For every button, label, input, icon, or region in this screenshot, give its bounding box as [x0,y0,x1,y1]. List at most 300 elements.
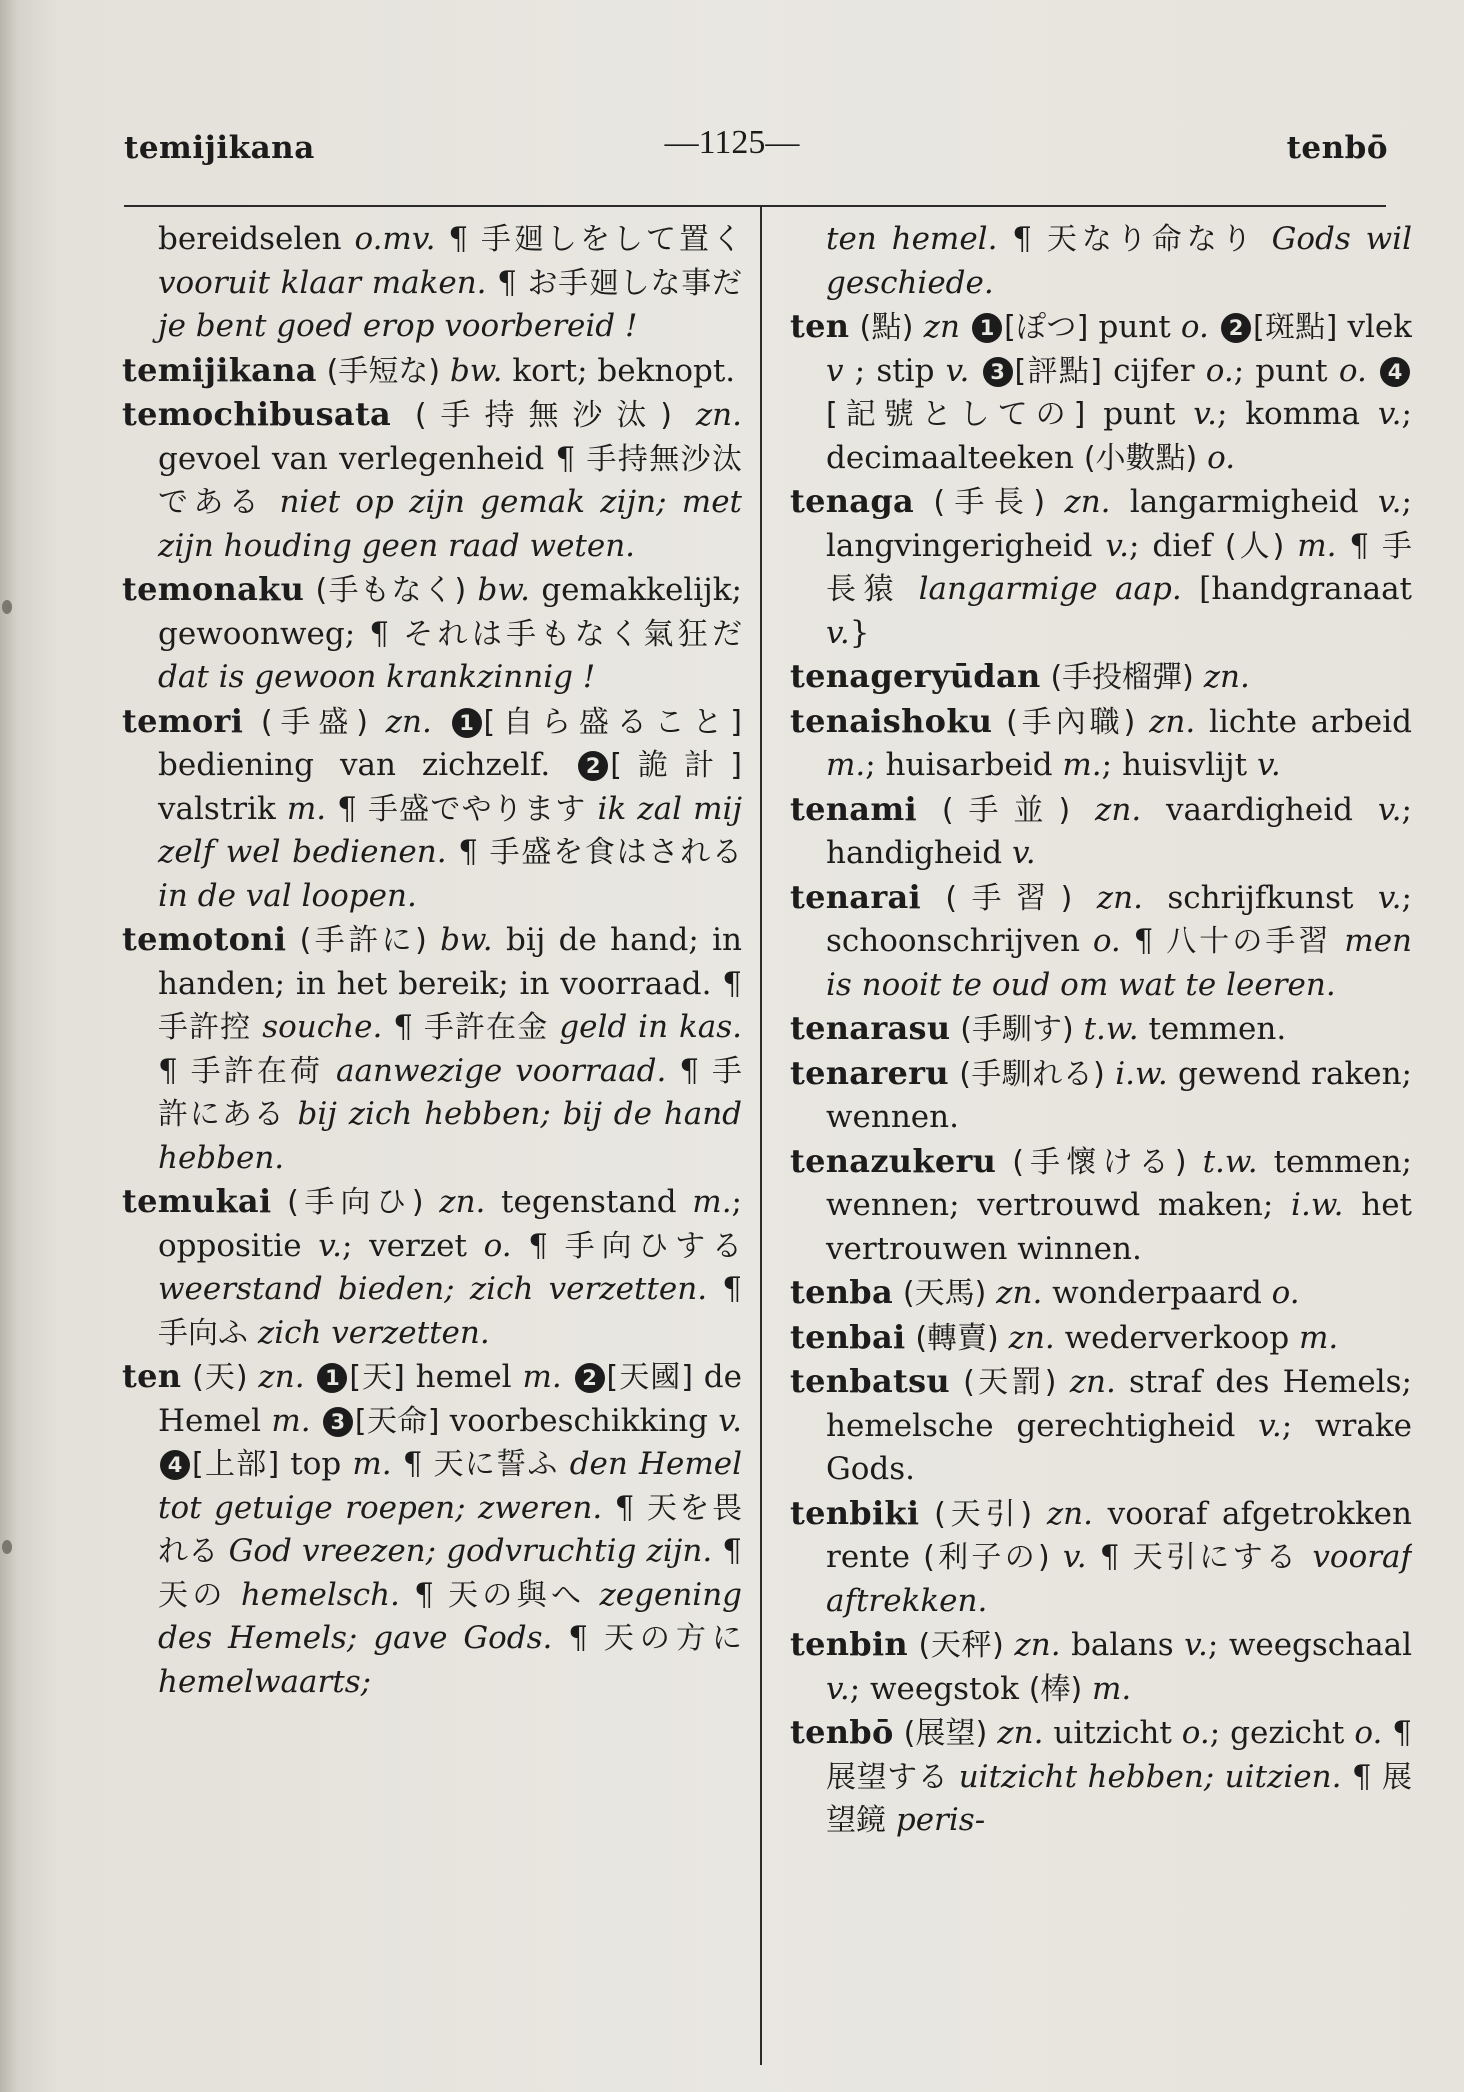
definition-text: ; verzet [341,1227,484,1264]
italic-gloss: aanwezige voorraad. [336,1052,667,1089]
definition-text [960,309,970,345]
italic-gloss: v. [1377,396,1402,432]
definition-text: het vertrouwen winnen. [826,1187,1412,1267]
italic-gloss: v. [1377,484,1402,520]
japanese-text: 展望鏡 [826,1759,1412,1838]
definition-text [1331,923,1344,959]
left-column [122,218,742,2078]
definition-text: ; handigheid [826,791,1412,871]
japanese-text: (棒) [1028,1671,1083,1707]
headword: ten [790,307,850,345]
definition-text: ¶ [552,1620,604,1656]
sense-number: 4 [1380,357,1410,387]
italic-gloss: v. [1377,879,1402,916]
page-binding [0,0,18,2092]
definition-text: straf des Hemels; hemelsche gerechtigheid [826,1364,1412,1444]
dictionary-entry [790,305,1412,480]
right-column [790,218,1412,2078]
italic-gloss: o. [1180,309,1209,345]
definition-text [1299,1539,1312,1575]
definition-text: ¶ [399,1576,448,1613]
japanese-text: (手投榴彈) [1050,660,1194,695]
definition-text: ¶ [446,834,490,870]
italic-gloss: i.w. [1115,1055,1168,1092]
japanese-text: (手短な) [326,353,441,389]
italic-gloss: je bent goed erop voorbereid ! [158,308,638,344]
italic-gloss: v. [718,1402,742,1439]
japanese-text: 手盛を食はされる [489,835,742,870]
definition-text: ¶ [1336,527,1382,564]
definition-text: wonderpaard [1042,1275,1272,1311]
headword: tenarai [790,877,921,916]
running-header-right: tenbō [1286,130,1388,166]
definition-text: temmen; wennen; vertrouwd maken; [826,1143,1412,1223]
japanese-text: [斑點] [1253,310,1338,345]
definition-text: ¶ [1120,923,1167,959]
definition-text: ¶ [158,1052,191,1089]
italic-gloss: o. [1338,352,1367,389]
column-divider [760,205,762,2065]
japanese-text: (點) [859,310,914,345]
italic-gloss: God vreezen; godvruchtig zijn. [228,1533,713,1569]
definition-text [248,1359,259,1395]
dictionary-entry [790,655,1412,700]
dictionary-entry [790,1711,1412,1843]
italic-gloss: weerstand bieden; zich verzetten. [158,1271,708,1307]
headword: temochibusata [122,395,392,433]
definition-text [548,1009,559,1045]
dictionary-entry [122,918,742,1180]
italic-gloss: hemelwaarts; [158,1663,372,1700]
definition-text: ; huisvlijt [1101,747,1257,783]
definition-text [1070,792,1095,828]
definition-text [950,1364,963,1400]
definition-text [986,1275,996,1311]
definition-text: ¶ [435,221,481,257]
headword: tenageryūdan [790,657,1041,695]
dictionary-entry [790,480,1412,655]
definition-text: ¶ [1382,1715,1412,1751]
sense-number: 3 [323,1407,353,1437]
dictionary-entry [790,1007,1412,1052]
definition-text [248,1315,258,1351]
definition-text: ¶ [391,1446,434,1482]
definition-text [271,1184,287,1220]
italic-gloss: v. [945,352,970,389]
italic-gloss: m. [271,1402,311,1439]
italic-gloss: zn. [1096,879,1143,916]
definition-text: ; dief [1129,527,1225,564]
dictionary-entry [122,393,742,568]
headword: tenbō [790,1713,894,1751]
italic-gloss: langarmige aap. [918,571,1182,607]
headword: tenbatsu [790,1362,950,1400]
japanese-text: (天引) [934,1496,1033,1532]
italic-gloss: v. [1011,835,1036,871]
italic-gloss: v. [1193,396,1217,432]
definition-text: ¶ [666,1052,713,1089]
italic-gloss: o.mv. [354,221,436,257]
japanese-text: (手向ひ) [287,1185,424,1220]
definition-text [305,1359,316,1395]
definition-text [987,1715,997,1751]
japanese-text: (手馴す) [960,1012,1074,1047]
sense-number: 1 [452,708,482,738]
sense-number: 2 [578,751,608,781]
japanese-text: (手持無沙汰) [414,398,673,433]
japanese-text: 展望する [826,1759,949,1795]
dictionary-entry [790,1316,1412,1361]
japanese-text: 手廻しをして置く [480,222,742,257]
definition-text: ¶ [997,221,1047,257]
definition-text [432,704,450,740]
definition-text: [handgranaat [1181,571,1412,607]
italic-gloss: v. [1062,1539,1087,1575]
sense-number: 1 [972,313,1002,343]
definition-text: ¶ [486,264,528,301]
definition-text [562,1359,573,1395]
japanese-text: (天) [192,1360,248,1395]
japanese-text: 手許在金 [423,1010,549,1045]
headword: tenaishoku [790,701,993,740]
japanese-text: [自ら盛ること] [483,704,742,740]
italic-gloss: m. [1299,1319,1339,1356]
definition-text: vlek [1337,309,1412,345]
definition-text [1045,484,1064,520]
japanese-text: (展望) [903,1716,988,1751]
definition-text: ; weegstok [849,1670,1029,1707]
headword: tenarasu [790,1009,951,1047]
definition-text [1284,528,1297,564]
japanese-text: (小數點) [1083,440,1198,476]
italic-gloss: den Hemel tot getuige roepen; zweren. [158,1446,742,1526]
italic-gloss: zn. [996,1275,1043,1311]
headword: tenareru [790,1053,949,1092]
italic-gloss: bij zich hebben; bij de hand hebben. [158,1096,742,1176]
dictionary-entry [122,700,742,919]
japanese-text: 天引にする [1132,1540,1300,1575]
japanese-text: [評點] [1014,353,1102,389]
japanese-text: (手長) [933,485,1046,520]
italic-gloss: zn [923,309,960,345]
italic-gloss: v. [1256,747,1281,783]
headword: tenami [790,789,917,828]
definition-text [849,309,859,345]
italic-gloss: bw. [477,572,531,608]
headword: ten [122,1357,182,1395]
definition-text: } [849,614,870,651]
definition-text [368,704,386,740]
definition-text: gemakkelijk; gewoonweg; ¶ [158,572,742,652]
headword: temukai [122,1182,272,1220]
headword: tenazukeru [790,1141,997,1180]
definition-text [585,1577,599,1613]
italic-gloss: zn. [385,703,432,740]
headword: tenbai [790,1317,906,1356]
italic-gloss: in de val loopen. [158,877,417,914]
definition-text [251,1009,262,1045]
definition-text: temmen. [1138,1011,1287,1047]
italic-gloss: zn. [1014,1627,1061,1663]
definition-text [1209,309,1219,345]
sense-number: 1 [317,1363,347,1393]
headword: temotoni [122,920,287,958]
dictionary-entry [790,788,1412,876]
japanese-text: (手許に) [299,923,427,958]
definition-text: top [279,1446,353,1482]
definition-text: bereidselen [158,221,355,257]
definition-text [917,792,942,828]
header-rule [124,205,1386,207]
headword: tenaga [790,482,915,520]
definition-text: ; decimaalteeken [826,396,1412,476]
japanese-text: 手許控 [158,1010,252,1045]
japanese-text: [天命] [354,1403,440,1439]
italic-gloss: v. [1377,791,1402,828]
japanese-text: (手もなく) [315,573,467,608]
definition-text [427,922,440,958]
japanese-text: [ぽつ] [1004,310,1089,345]
definition-text: ; langvingerigheid [826,484,1412,564]
italic-gloss: peris- [895,1802,986,1838]
italic-gloss: o. [1205,352,1234,389]
definition-text: schrijfkunst [1142,879,1378,916]
italic-gloss: souche. [262,1009,383,1045]
japanese-text: (手懷ける) [1012,1144,1187,1180]
japanese-text: 手長猿 [826,528,1412,607]
definition-text [908,1627,919,1663]
italic-gloss: v. [826,1670,850,1707]
italic-gloss: zn. [258,1359,305,1395]
dictionary-entry [790,700,1412,788]
definition-text [1057,1364,1070,1400]
definition-text [913,309,923,345]
definition-text: kort; beknopt. [502,352,736,389]
sense-number: 3 [983,357,1013,387]
japanese-text: お手廻しな事だ [527,265,742,301]
headword: tenbin [790,1625,909,1663]
definition-text: punt [1088,309,1181,345]
japanese-text: (轉賣) [915,1320,999,1356]
definition-text [1367,353,1378,389]
definition-text [559,1446,570,1482]
definition-text [996,1144,1012,1180]
italic-gloss: t.w. [1202,1143,1258,1180]
japanese-text: [天國] [606,1360,693,1395]
definition-text: valstrik [158,790,287,827]
binding-hole [2,1540,12,1554]
definition-text [1082,1671,1092,1707]
italic-gloss: vooruit klaar maken. [158,264,487,301]
definition-text [921,880,945,916]
definition-text [1257,221,1272,257]
italic-gloss: v. [1105,527,1130,564]
definition-text [317,353,327,389]
japanese-text: (人) [1224,528,1285,564]
italic-gloss: zn. [1008,1319,1055,1356]
italic-gloss: m. [286,790,327,827]
japanese-text: 天なり命なり [1046,222,1257,257]
definition-text [264,484,279,520]
italic-gloss: geld in kas. [559,1009,742,1045]
definition-text: cijfer [1101,352,1206,389]
italic-gloss: m. [692,1184,732,1220]
definition-text [672,397,696,433]
definition-text: tegenstand [485,1184,693,1220]
definition-text: ; wrake Gods. [826,1407,1412,1487]
japanese-text: 天に誓ふ [433,1447,559,1482]
dictionary-entry [122,349,742,394]
definition-text [901,571,918,607]
definition-text: ¶ [1341,1758,1382,1795]
definition-text [1197,440,1207,476]
italic-gloss: m. [522,1359,562,1395]
japanese-text: 天の方に [603,1621,742,1656]
definition-text: voorbeschikking [439,1402,719,1439]
definition-text: ; weegschaal [1207,1627,1412,1663]
italic-gloss: men is nooit te oud om wat te leeren. [826,923,1412,1003]
italic-gloss: dat is gewoon krankzinnig ! [158,659,596,695]
italic-gloss: hemelsch. [240,1576,400,1613]
japanese-text: (手習) [945,880,1073,916]
japanese-text: 手許にある [158,1053,742,1132]
japanese-text: 天を畏れる [158,1490,742,1569]
italic-gloss: m. [1297,527,1337,564]
definition-text [893,1275,903,1311]
definition-text [286,922,299,958]
japanese-text: (天罰) [963,1365,1057,1400]
definition-text [311,1403,321,1439]
italic-gloss: ten hemel. [826,221,998,257]
italic-gloss: zegening des Hemels; gave Gods. [158,1576,742,1656]
italic-gloss: zn. [1064,484,1111,520]
japanese-text: 手向ふ [158,1315,248,1351]
definition-text: ; schoonschrijven [826,879,1412,959]
dictionary-entry [790,876,1412,1008]
sense-number: 2 [575,1363,605,1393]
italic-gloss: m. [1092,1670,1132,1707]
definition-text [905,1320,915,1356]
definition-text [894,1715,904,1751]
definition-text [243,704,261,740]
definition-text [992,704,1006,740]
italic-gloss: o. [1092,923,1121,959]
definition-text [1032,1496,1047,1532]
japanese-text: (手馴れる) [959,1056,1105,1092]
japanese-text: (手並) [941,792,1071,828]
definition-text: langarmigheid [1110,484,1378,520]
definition-text [219,1533,229,1569]
definition-text: hemel [404,1359,523,1395]
dictionary-entry [790,1271,1412,1316]
japanese-text: 手向ひする [564,1228,742,1264]
italic-gloss: m. [1062,747,1102,783]
japanese-text: (手內職) [1006,704,1136,740]
definition-text: lichte arbeid [1195,703,1412,740]
japanese-text: (天秤) [918,1628,1004,1663]
definition-text: gevoel van verlegenheid ¶ [158,440,587,477]
definition-text [286,1096,298,1132]
dictionary-entry [790,1360,1412,1492]
japanese-text: 手持無沙汰である [158,441,742,520]
definition-text [949,1056,959,1092]
definition-text [969,353,980,389]
definition-text: ¶ [602,1489,647,1526]
italic-gloss: v [826,352,844,389]
definition-text: balans [1060,1627,1185,1663]
italic-gloss: zn. [1095,791,1142,828]
definition-text [586,791,597,827]
definition-text [999,1320,1009,1356]
definition-text: ¶ [712,1533,742,1569]
italic-gloss: zn. [1203,659,1250,695]
japanese-text: 天の [158,1577,227,1613]
definition-text: ; komma [1216,396,1378,432]
dictionary-entry [790,218,1412,305]
italic-gloss: o. [1271,1275,1300,1311]
italic-gloss: ik zal mij zelf wel bedienen. [158,790,742,870]
sense-number: 2 [1221,313,1251,343]
definition-text: ; oppositie [158,1184,742,1264]
definition-text: ; stip [843,352,946,389]
definition-text [886,1802,896,1838]
definition-text: bij de hand; in handen; in het bereik; in voorraad. ¶ [158,922,742,1002]
italic-gloss: bw. [440,922,493,958]
italic-gloss: uitzicht hebben; uitzien. [958,1758,1342,1795]
italic-gloss: m. [826,747,866,783]
definition-text [1187,1144,1203,1180]
definition-text [440,353,450,389]
running-header-left: temijikana [124,130,315,166]
definition-text: vooraf afgetrokken rente [826,1495,1412,1575]
definition-text: ; gezicht [1209,1715,1355,1751]
italic-gloss: o. [1354,1715,1383,1751]
japanese-text: 八十の手習 [1166,924,1332,959]
headword: temijikana [122,350,317,389]
italic-gloss: zn. [1069,1364,1116,1400]
japanese-text: [天] [349,1360,405,1395]
definition-text [304,572,315,608]
definition-text [1004,1627,1015,1663]
italic-gloss: v. [826,614,850,651]
definition-text: uitzicht [1043,1715,1182,1751]
definition-text [1105,1056,1115,1092]
definition-text [1041,659,1051,695]
dictionary-entry [790,1623,1412,1711]
headword: temonaku [122,570,305,608]
japanese-text: 手盛でやります [367,791,587,827]
dictionary-entry [790,1140,1412,1272]
definition-text: ¶ [707,1271,742,1307]
italic-gloss: zn. [695,397,742,433]
italic-gloss: m. [352,1446,392,1482]
japanese-text: (利子の) [923,1540,1050,1575]
definition-text: de Hemel [158,1359,742,1439]
dictionary-entry [122,568,742,700]
definition-text: ¶ [1086,1539,1133,1575]
italic-gloss: zn. [997,1715,1044,1751]
japanese-text: 手許在荷 [190,1053,324,1089]
definition-text [919,1496,934,1532]
japanese-text: [上部] [192,1447,280,1482]
definition-text [466,572,477,608]
italic-gloss: i.w. [1291,1187,1344,1223]
dictionary-entry [122,218,742,349]
definition-text [1074,1011,1084,1047]
japanese-text: [記號としての] [826,397,1086,432]
japanese-text: 天の與へ [447,1577,586,1613]
definition-text: gewend raken; wennen. [826,1055,1412,1135]
